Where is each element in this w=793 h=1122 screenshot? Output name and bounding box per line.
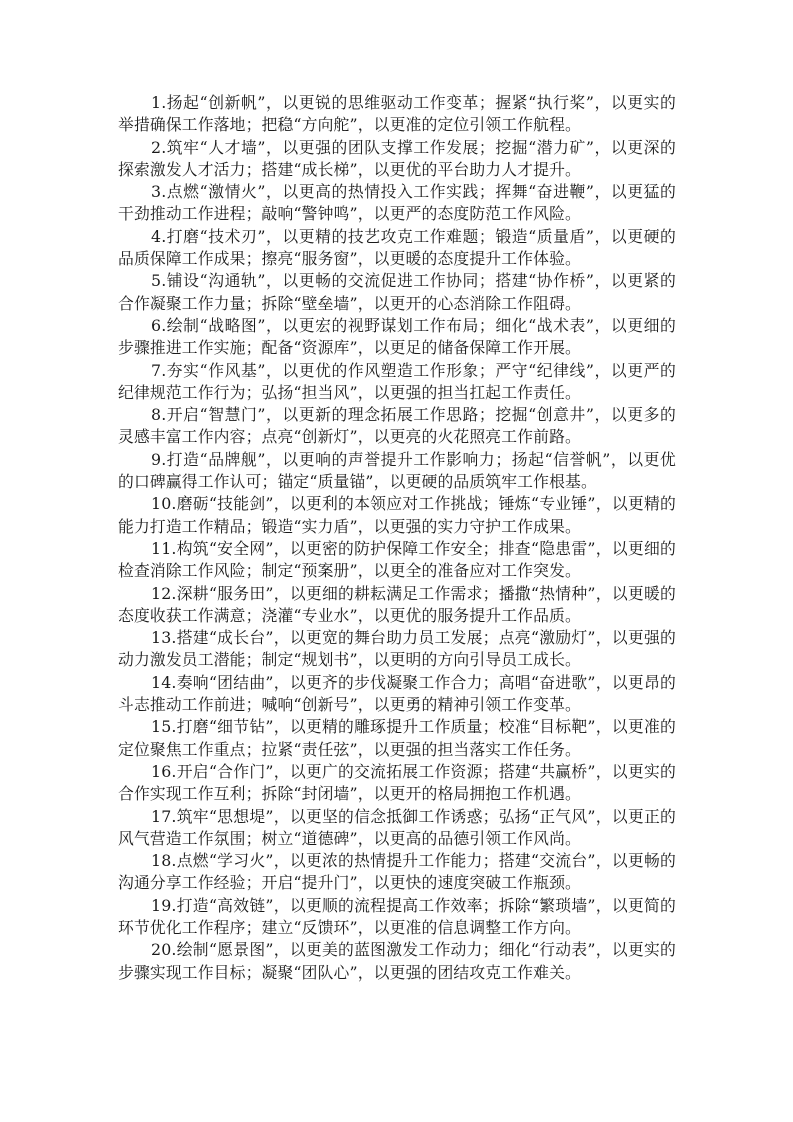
paragraph-item-16: 16.开启“合作门”，以更广的交流拓展工作资源；搭建“共赢桥”，以更实的合作实现工作互利；拆除“封闭墙”，以更开的格局拥抱工作机遇。	[118, 761, 676, 804]
paragraph-item-12: 12.深耕“服务田”，以更细的耕耘满足工作需求；播撒“热情种”，以更暖的态度收获工作满意；浇灌“专业水”，以更优的服务提升工作品质。	[118, 583, 676, 625]
paragraph-item-4: 4.打磨“技术刃”，以更精的技艺攻克工作难题；锻造“质量盾”，以更硬的品质保障工作成果；擦亮“服务窗”，以更暖的态度提升工作体验。	[118, 226, 676, 269]
paragraph-item-10: 10.磨砺“技能剑”，以更利的本领应对工作挑战；锤炼“专业锤”，以更精的能力打造工作精品；锻造“实力盾”，以更强的实力守护工作成果。	[118, 494, 676, 536]
paragraph-item-18: 18.点燃“学习火”，以更浓的热情提升工作能力；搭建“交流台”，以更畅的沟通分享工作经验；开启“提升门”，以更快的速度突破工作瓶颈。	[118, 851, 676, 893]
paragraph-item-17: 17.筑牢“思想堤”，以更坚的信念抵御工作诱惑；弘扬“正气风”，以更正的风气营造工作氛围；树立“道德碑”，以更高的品德引领工作风尚。	[118, 806, 676, 848]
paragraph-item-2: 2.筑牢“人才墙”，以更强的团队支撑工作发展；挖掘“潜力矿”，以更深的探索激发人才活力；搭建“成长梯”，以更优的平台助力人才提升。	[118, 137, 676, 179]
paragraph-item-5: 5.铺设“沟通轨”，以更畅的交流促进工作协同；搭建“协作桥”，以更紧的合作凝聚工作力量；拆除“壁垒墙”，以更开的心态消除工作阻碍。	[118, 271, 676, 313]
paragraph-item-8: 8.开启“智慧门”，以更新的理念拓展工作思路；挖掘“创意井”，以更多的灵感丰富工作内容；点亮“创新灯”，以更亮的火花照亮工作前路。	[118, 405, 676, 447]
paragraph-item-19: 19.打造“高效链”，以更顺的流程提高工作效率；拆除“繁琐墙”，以更简的环节优化工作程序；建立“反馈环”，以更准的信息调整工作方向。	[118, 895, 676, 937]
paragraph-item-15: 15.打磨“细节钻”，以更精的雕琢提升工作质量；校准“目标靶”，以更准的定位聚焦工作重点；拉紧“责任弦”，以更强的担当落实工作任务。	[118, 717, 676, 759]
document-page	[118, 92, 676, 984]
paragraph-item-1: 1.扬起“创新帆”，以更锐的思维驱动工作变革；握紧“执行桨”，以更实的举措确保工作落地；把稳“方向舵”，以更准的定位引领工作航程。	[118, 93, 676, 135]
paragraph-item-9: 9.打造“品牌舰”，以更响的声誉提升工作影响力；扬起“信誉帆”，以更优的口碑赢得工作认可；锚定“质量锚”，以更硬的品质筑牢工作根基。	[118, 449, 676, 492]
paragraph-item-11: 11.构筑“安全网”，以更密的防护保障工作安全；排查“隐患雷”，以更细的检查消除工作风险；制定“预案册”，以更全的准备应对工作突发。	[118, 538, 676, 581]
paragraph-item-3: 3.点燃“激情火”，以更高的热情投入工作实践；挥舞“奋进鞭”，以更猛的干劲推动工作进程；敲响“警钟鸣”，以更严的态度防范工作风险。	[118, 182, 676, 224]
paragraph-item-13: 13.搭建“成长台”，以更宽的舞台助力员工发展；点亮“激励灯”，以更强的动力激发员工潜能；制定“规划书”，以更明的方向引导员工成长。	[118, 628, 676, 670]
paragraph-item-7: 7.夯实“作风基”，以更优的作风塑造工作形象；严守“纪律线”，以更严的纪律规范工作行为；弘扬“担当风”，以更强的担当扛起工作责任。	[118, 360, 676, 402]
paragraph-item-6: 6.绘制“战略图”，以更宏的视野谋划工作布局；细化“战术表”，以更细的步骤推进工作实施；配备“资源库”，以更足的储备保障工作开展。	[118, 315, 676, 358]
paragraph-item-14: 14.奏响“团结曲”，以更齐的步伐凝聚工作合力；高唱“奋进歌”，以更昂的斗志推动工作前进；喊响“创新号”，以更勇的精神引领工作变革。	[118, 672, 676, 715]
paragraph-item-20: 20.绘制“愿景图”，以更美的蓝图激发工作动力；细化“行动表”，以更实的步骤实现工作目标；凝聚“团队心”，以更强的团结攻克工作难关。	[118, 940, 676, 982]
